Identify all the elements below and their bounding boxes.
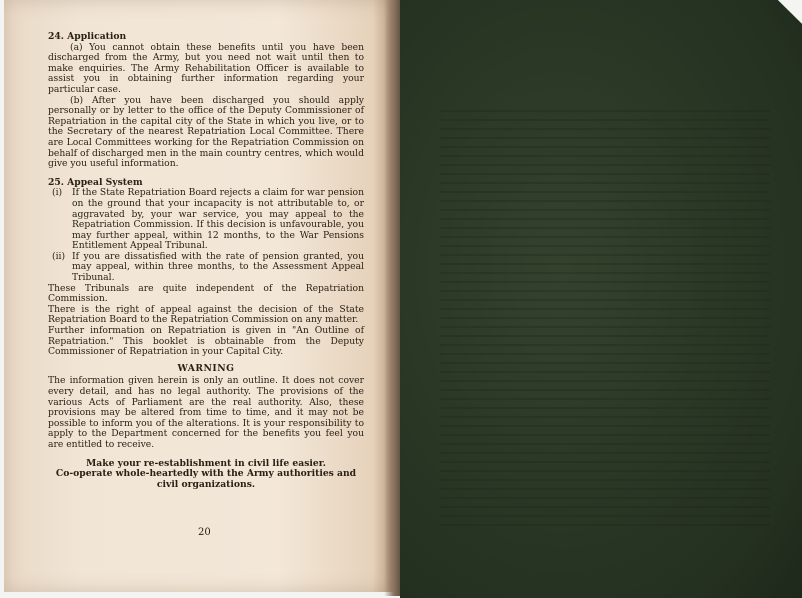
page-content (48, 32, 364, 490)
illegible-text-block (440, 110, 770, 530)
appeal-item-text: If the State Repatriation Board rejects a claim for war pension on the ground that your incapacity is not attributable to, or aggravated by, your war service, you may appeal to the Repatriation Commission. If this decision is unfavourable, you may further appeal, within 12 months, to the War Pensions Entitlement Appeal Tribunal. (72, 187, 364, 252)
right-page-dark (400, 0, 802, 598)
section-25-heading: 25. Appeal System (48, 176, 143, 188)
closing-line-1: Make your re-establishment in civil life easier. (86, 457, 326, 469)
page-number: 20 (198, 527, 211, 538)
closing-line-2: Co-operate whole-heartedly with the Army authorities and civil organizations. (55, 468, 357, 490)
warning-title: WARNING (177, 362, 235, 374)
further-info-note: Further information on Repatriation is given in "An Outline of Repatriation." This booklet is obtainable from the Deputy Commissioner of Repatriation in your Capital City. (48, 325, 364, 358)
appeal-item (48, 188, 364, 252)
section-24-para-a: (a) You cannot obtain these benefits until you have been discharged from the Army, but you need not wait until then to make enquiries. The Army Rehabilitation Officer is available to assist you in obtaining further information regarding your particular case. (48, 41, 364, 95)
tribunal-note: These Tribunals are quite independent of the Repatriation Commission. (48, 282, 364, 305)
appeal-item (48, 252, 364, 284)
section-24-para-b: (b) After you have been discharged you should apply personally or by letter to the office of the Deputy Commissioner of Repatriation in the capital city of the State in which you live, or to the Secretary of the nearest Repatriation Local Committee. There are Local Committees working for the Repatriation Commission on behalf of discharged men in the main country centres, which would give you useful information. (48, 94, 364, 170)
section-24-heading: 24. Application (48, 31, 127, 42)
appeal-right-note: There is the right of appeal against the decision of the State Repatriation Board to the Repatriation Commission on any matter. (48, 303, 364, 326)
left-page (4, 0, 396, 592)
warning-text: The information given herein is only an outline. It does not cover every detail, and has no legal authority. The provisions of the various Acts of Parliament are the real authority. Also, these provisions may be altered from time to time, and it may not be possible to inform you of the alterations. It is your responsibility to apply to the Department concerned for the benefits you feel you are entitled to receive. (48, 375, 364, 450)
appeal-item-number: (ii) (52, 250, 66, 262)
appeal-item-text: If you are dissatisfied with the rate of pension granted, you may appeal, within three months, to the Assessment Appeal Tribunal. (72, 250, 364, 284)
appeal-item-number: (i) (52, 187, 63, 199)
